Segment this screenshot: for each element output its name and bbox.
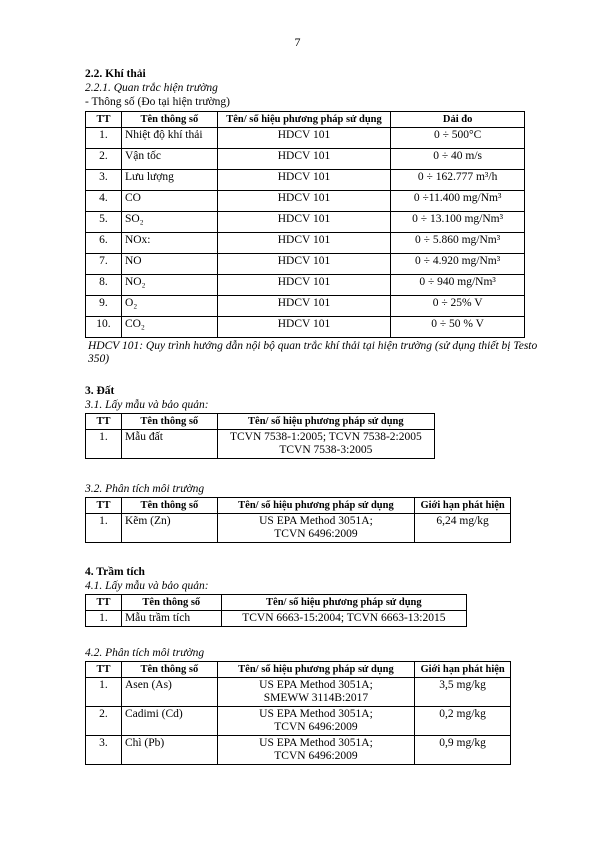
table-row <box>86 149 525 170</box>
section-heading-2-2: 2.2. Khí thải <box>85 68 146 80</box>
cell-tt: 1. <box>86 128 122 149</box>
table-row <box>86 212 525 233</box>
table-row <box>86 317 525 338</box>
method-line-1: US EPA Method 3051A; <box>259 515 373 527</box>
cell-tt: 6. <box>86 233 122 254</box>
table-row <box>86 254 525 275</box>
cell-method: HDCV 101 <box>217 128 391 149</box>
header-name: Tên thông số <box>121 414 217 430</box>
table-row <box>86 233 525 254</box>
table-row <box>86 128 525 149</box>
cell-name: Asen (As) <box>121 678 217 707</box>
table-header-row <box>86 414 435 430</box>
cell-name: NO₂ <box>121 275 217 296</box>
cell-method: TCVN 6663-15:2004; TCVN 6663-13:2015 <box>221 611 466 627</box>
cell-range: 0 ÷ 50 % V <box>391 317 525 338</box>
cell-tt: 5. <box>86 212 122 233</box>
cell-tt: 1. <box>86 514 122 543</box>
cell-name: Lưu lượng <box>121 170 217 191</box>
section-heading-3: 3. Đất <box>85 385 115 397</box>
cell-range: 0 ÷ 500°C <box>391 128 525 149</box>
table-row <box>86 275 525 296</box>
subsection-heading-4-1: 4.1. Lấy mẫu và bảo quản: <box>85 580 209 592</box>
table-row <box>86 191 525 212</box>
header-method: Tên/ số hiệu phương pháp sử dụng <box>217 414 434 430</box>
method-line-2: TCVN 6496:2009 <box>274 750 358 762</box>
cell-method: HDCV 101 <box>217 233 391 254</box>
cell-name: Chì (Pb) <box>121 736 217 765</box>
header-name: Tên thông số <box>121 498 217 514</box>
header-method: Tên/ số hiệu phương pháp sử dụng <box>217 662 414 678</box>
intro-line: - Thông số (Đo tại hiện trường) <box>85 96 230 108</box>
subsection-heading-3-1: 3.1. Lấy mẫu và bảo quản: <box>85 399 209 411</box>
cell-name: CO₂ <box>121 317 217 338</box>
cell-tt: 7. <box>86 254 122 275</box>
cell-range: 0 ÷ 13.100 mg/Nm³ <box>391 212 525 233</box>
subsection-heading-4-2: 4.2. Phân tích môi trường <box>85 647 205 659</box>
header-method: Tên/ số hiệu phương pháp sử dụng <box>221 595 466 611</box>
method-line-2: SMEWW 3114B:2017 <box>263 692 369 704</box>
gas-parameters-table <box>85 111 525 338</box>
cell-name: Cadimi (Cd) <box>121 707 217 736</box>
cell-name: Mẫu đất <box>121 430 217 459</box>
table-row <box>86 514 511 543</box>
header-limit: Giới hạn phát hiện <box>415 498 511 514</box>
header-tt: TT <box>86 498 122 514</box>
header-tt: TT <box>86 662 122 678</box>
cell-range: 0 ÷11.400 mg/Nm³ <box>391 191 525 212</box>
cell-method: HDCV 101 <box>217 275 391 296</box>
cell-name: SO₂ <box>121 212 217 233</box>
header-method: Tên/ số hiệu phương pháp sử dụng <box>217 112 391 128</box>
cell-tt: 3. <box>86 736 122 765</box>
cell-method: HDCV 101 <box>217 149 391 170</box>
cell-method: HDCV 101 <box>217 317 391 338</box>
cell-name: Kẽm (Zn) <box>121 514 217 543</box>
cell-tt: 1. <box>86 611 122 627</box>
table-row <box>86 611 467 627</box>
table-row <box>86 170 525 191</box>
cell-tt: 2. <box>86 149 122 170</box>
cell-tt: 2. <box>86 707 122 736</box>
cell-range: 0 ÷ 940 mg/Nm³ <box>391 275 525 296</box>
cell-range: 0 ÷ 4.920 mg/Nm³ <box>391 254 525 275</box>
cell-range: 0 ÷ 40 m/s <box>391 149 525 170</box>
table-row <box>86 430 435 459</box>
cell-name: CO <box>121 191 217 212</box>
cell-limit: 0,9 mg/kg <box>415 736 511 765</box>
header-tt: TT <box>86 112 122 128</box>
cell-tt: 3. <box>86 170 122 191</box>
cell-method <box>217 430 434 459</box>
table-header-row <box>86 112 525 128</box>
subsection-heading-3-2: 3.2. Phân tích môi trường <box>85 483 205 495</box>
cell-limit: 6,24 mg/kg <box>415 514 511 543</box>
cell-method: HDCV 101 <box>217 212 391 233</box>
method-line-1: TCVN 7538-1:2005; TCVN 7538-2:2005 <box>229 431 422 443</box>
header-method: Tên/ số hiệu phương pháp sử dụng <box>217 498 414 514</box>
header-tt: TT <box>86 595 122 611</box>
section-heading-4: 4. Trầm tích <box>85 566 145 578</box>
cell-method: HDCV 101 <box>217 254 391 275</box>
table-header-row <box>86 662 511 678</box>
method-line-1: US EPA Method 3051A; <box>259 737 373 749</box>
header-name: Tên thông số <box>121 662 217 678</box>
cell-tt: 1. <box>86 678 122 707</box>
table-row <box>86 707 511 736</box>
table-row <box>86 678 511 707</box>
cell-name: Vận tốc <box>121 149 217 170</box>
cell-method <box>217 707 414 736</box>
cell-tt: 9. <box>86 296 122 317</box>
header-limit: Giới hạn phát hiện <box>415 662 511 678</box>
table-row <box>86 736 511 765</box>
cell-range: 0 ÷ 25% V <box>391 296 525 317</box>
table-header-row <box>86 498 511 514</box>
hdcv-note: HDCV 101: Quy trình hướng dẫn nội bộ quan trắc khí thải tại hiện trường (sử dụng thiết bị Testo 350) <box>88 340 538 366</box>
method-line-2: TCVN 6496:2009 <box>274 721 358 733</box>
header-range: Dải đo <box>391 112 525 128</box>
cell-tt: 8. <box>86 275 122 296</box>
header-name: Tên thông số <box>121 112 217 128</box>
table-header-row <box>86 595 467 611</box>
cell-method <box>217 514 414 543</box>
soil-analysis-table <box>85 497 511 543</box>
cell-name: NO <box>121 254 217 275</box>
header-tt: TT <box>86 414 122 430</box>
method-line-1: US EPA Method 3051A; <box>259 679 373 691</box>
cell-method <box>217 678 414 707</box>
cell-name: NOx: <box>121 233 217 254</box>
cell-method: HDCV 101 <box>217 296 391 317</box>
soil-sampling-table <box>85 413 435 459</box>
cell-range: 0 ÷ 5.860 mg/Nm³ <box>391 233 525 254</box>
cell-limit: 0,2 mg/kg <box>415 707 511 736</box>
cell-method: HDCV 101 <box>217 170 391 191</box>
table-row <box>86 296 525 317</box>
method-line-1: US EPA Method 3051A; <box>259 708 373 720</box>
page-number: 7 <box>294 35 301 49</box>
cell-tt: 4. <box>86 191 122 212</box>
sediment-sampling-table <box>85 594 467 627</box>
cell-tt: 10. <box>86 317 122 338</box>
cell-name: Nhiệt độ khí thải <box>121 128 217 149</box>
method-line-2: TCVN 6496:2009 <box>274 528 358 540</box>
cell-name: O₂ <box>121 296 217 317</box>
cell-limit: 3,5 mg/kg <box>415 678 511 707</box>
cell-tt: 1. <box>86 430 122 459</box>
cell-range: 0 ÷ 162.777 m³/h <box>391 170 525 191</box>
sediment-analysis-table <box>85 661 511 765</box>
method-line-2: TCVN 7538-3:2005 <box>279 444 373 456</box>
cell-method: HDCV 101 <box>217 191 391 212</box>
cell-method <box>217 736 414 765</box>
subsection-heading-2-2-1: 2.2.1. Quan trắc hiện trường <box>85 82 218 94</box>
header-name: Tên thông số <box>121 595 221 611</box>
cell-name: Mẫu trầm tích <box>121 611 221 627</box>
